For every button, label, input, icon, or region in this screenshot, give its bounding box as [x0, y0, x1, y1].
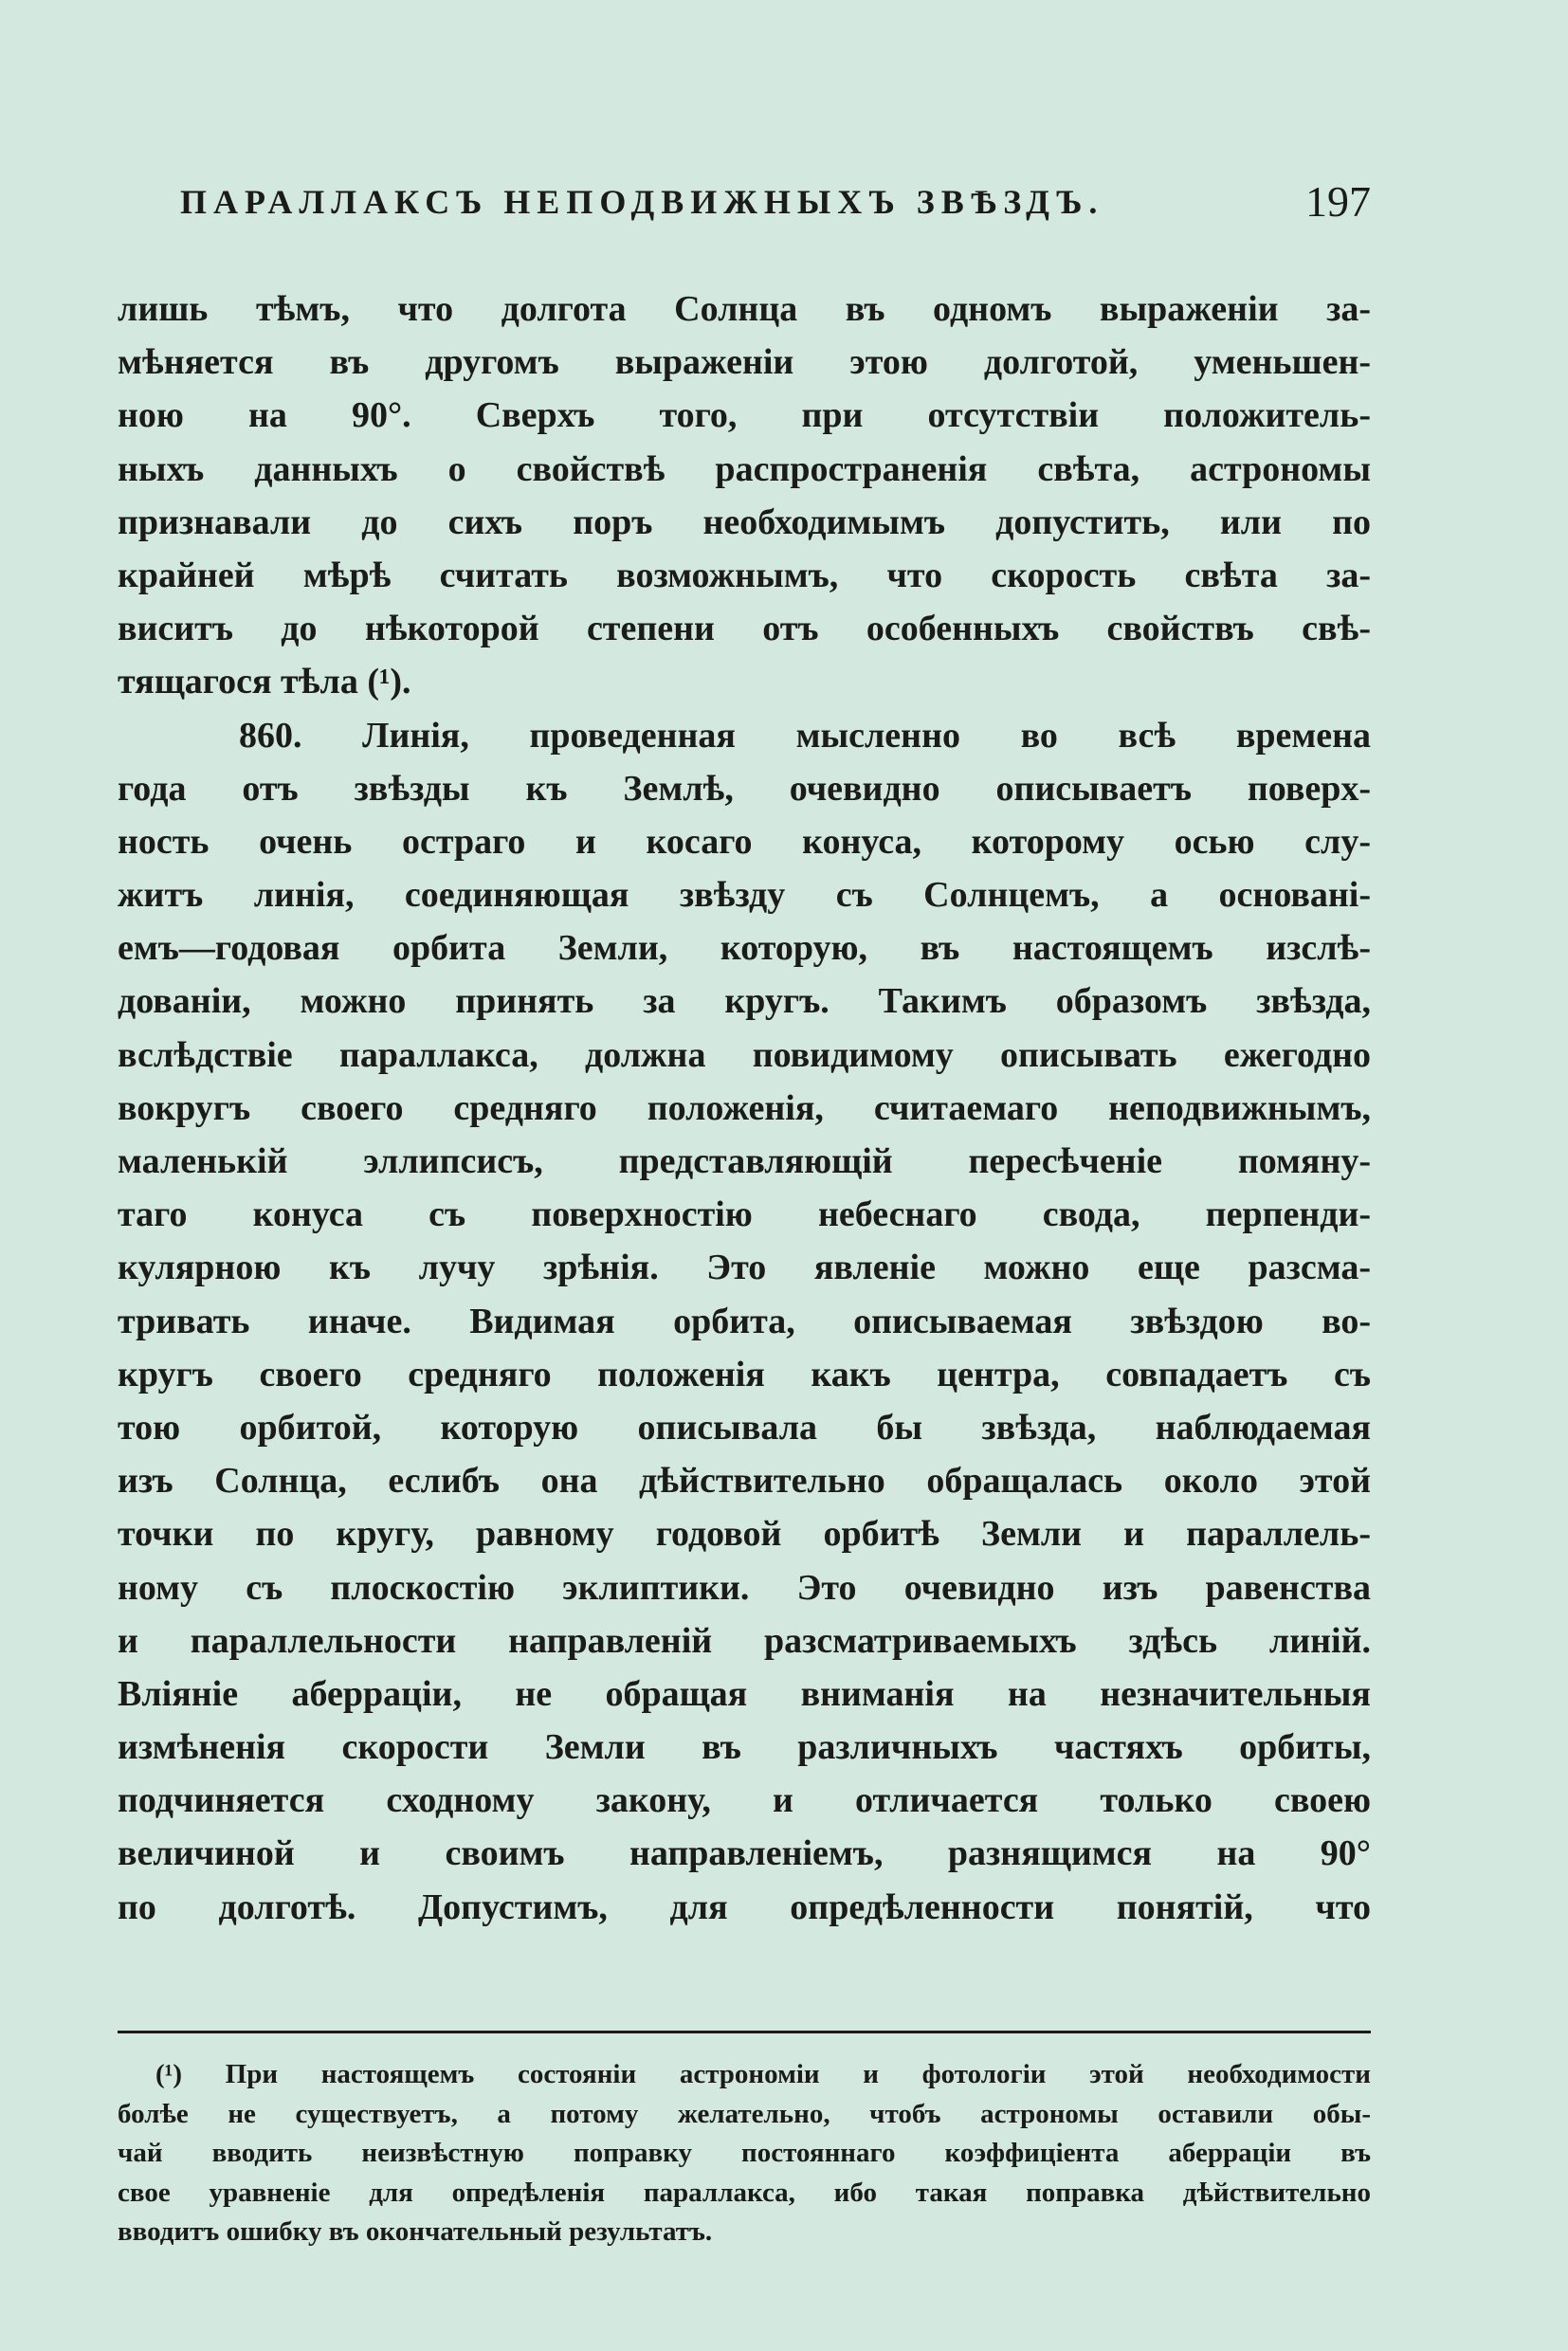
text-line: изъ Солнца, еслибъ она дѣйствительно обращалась около этой	[118, 1461, 1371, 1502]
text-line: тящагося тѣла (¹).	[118, 662, 411, 702]
page-number: 197	[1305, 177, 1371, 226]
text-line: точки по кругу, равному годовой орбитѣ Земли и параллель-	[118, 1514, 1371, 1555]
paragraph-start-line: 860. Линія, проведенная мысленно во всѣ времена	[239, 715, 1371, 756]
footnote-rule	[118, 2031, 1371, 2033]
text-line: кулярною къ лучу зрѣнія. Это явленіе можно еще разсма-	[118, 1248, 1371, 1288]
text-line: житъ линія, соединяющая звѣзду съ Солнцемъ, а основані-	[118, 875, 1371, 916]
footnote-line: болѣе не существуетъ, а потому желательно, чтобъ астрономы оставили обы-	[118, 2098, 1371, 2129]
text-line: таго конуса съ поверхностію небеснаго свода, перпенди-	[118, 1194, 1371, 1235]
footnote-line: вводитъ ошибку въ окончательный результатъ.	[118, 2216, 713, 2247]
text-line: подчиняется сходному закону, и отличается только своею	[118, 1780, 1371, 1821]
running-title: ПАРАЛЛАКСЪ НЕПОДВИЖНЫХЪ ЗВѢЗДЪ.	[180, 183, 1104, 221]
text-line: тривать иначе. Видимая орбита, описываемая звѣздою во-	[118, 1301, 1371, 1341]
text-line: кругъ своего средняго положенія какъ центра, совпадаетъ съ	[118, 1354, 1371, 1394]
text-line: по долготѣ. Допустимъ, для опредѣленности понятій, что	[118, 1886, 1371, 1927]
text-line: признавали до сихъ поръ необходимымъ допустить, или по	[118, 501, 1371, 542]
body-text	[118, 282, 1371, 1934]
text-line: ному съ плоскостію эклиптики. Это очевидно изъ равенства	[118, 1567, 1371, 1608]
text-line: вокругъ своего средняго положенія, считаемаго неподвижнымъ,	[118, 1087, 1371, 1128]
footnote-line: свое уравненіе для опредѣленія параллакса, ибо такая поправка дѣйствительно	[118, 2177, 1371, 2208]
text-line: лишь тѣмъ, что долгота Солнца въ одномъ выраженіи за-	[118, 289, 1371, 329]
text-line: дованіи, можно принять за кругъ. Такимъ образомъ звѣзда,	[118, 981, 1371, 1022]
text-line: измѣненія скорости Земли въ различныхъ частяхъ орбиты,	[118, 1727, 1371, 1768]
text-line: емъ—годовая орбита Земли, которую, въ настоящемъ изслѣ-	[118, 928, 1371, 969]
text-line: ною на 90°. Сверхъ того, при отсутствіи положитель-	[118, 395, 1371, 436]
text-line: вслѣдствіе параллакса, должна повидимому описывать ежегодно	[118, 1034, 1371, 1075]
text-line: мѣняется въ другомъ выраженіи этою долготой, уменьшен-	[118, 342, 1371, 383]
text-line: ность очень остраго и косаго конуса, которому осью слу-	[118, 821, 1371, 862]
text-line: крайней мѣрѣ считать возможнымъ, что скорость свѣта за-	[118, 555, 1371, 595]
footnote	[118, 2055, 1371, 2252]
text-line: маленькій эллипсисъ, представляющій пересѣченіе помяну-	[118, 1141, 1371, 1181]
text-line: Вліяніе аберраціи, не обращая вниманія на незначительныя	[118, 1673, 1371, 1714]
text-line: тою орбитой, которую описывала бы звѣзда, наблюдаемая	[118, 1407, 1371, 1448]
text-line: величиной и своимъ направленіемъ, разнящимся на 90°	[118, 1833, 1371, 1874]
footnote-line: чай вводить неизвѣстную поправку постояннаго коэффиціента аберраціи въ	[118, 2138, 1371, 2168]
text-line: и параллельности направленій разсматриваемыхъ здѣсь линій.	[118, 1620, 1371, 1661]
text-line: ныхъ данныхъ о свойствѣ распространенія свѣта, астрономы	[118, 448, 1371, 489]
text-line: виситъ до нѣкоторой степени отъ особенныхъ свойствъ свѣ-	[118, 609, 1371, 649]
footnote-line: (¹) При настоящемъ состояніи астрономіи и фотологіи этой необходимости	[155, 2059, 1371, 2089]
running-head	[114, 177, 1371, 239]
text-line: года отъ звѣзды къ Землѣ, очевидно описываетъ поверх-	[118, 768, 1371, 809]
